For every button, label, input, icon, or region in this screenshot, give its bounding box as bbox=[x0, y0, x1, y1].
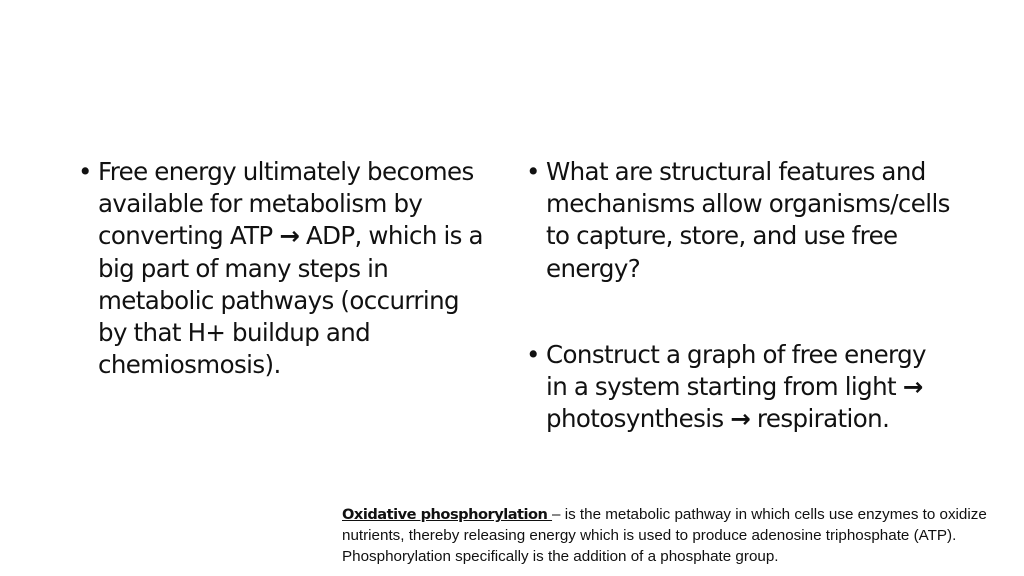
definition-footnote bbox=[342, 504, 1002, 567]
bullet-text: What are structural features and mechanisms allow organisms/cells to capture, store, and use free energy? bbox=[546, 157, 950, 283]
right-arrow-icon: → bbox=[902, 372, 923, 402]
bullet-construct-graph bbox=[522, 339, 952, 436]
bullet-structural-features bbox=[522, 156, 952, 285]
bullet-text: ADP, which is a big part of many steps in metabolic pathways (occurring by that H+ buildup and chemiosmosis). bbox=[98, 221, 483, 380]
right-arrow-icon: → bbox=[279, 221, 300, 251]
left-bullet-list bbox=[74, 156, 494, 381]
definition-term: Oxidative phosphorylation bbox=[342, 506, 553, 523]
right-arrow-icon: → bbox=[730, 404, 751, 434]
bullet-text: photosynthesis bbox=[546, 404, 731, 434]
bullet-text: respiration. bbox=[750, 404, 890, 434]
bullet-text: Free energy ultimately becomes available for metabolism by converting ATP bbox=[98, 157, 474, 251]
right-bullet-list bbox=[522, 156, 952, 435]
bullet-text: Construct a graph of free energy in a system starting from light bbox=[546, 339, 926, 402]
bullet-free-energy bbox=[74, 156, 494, 381]
definition-text: – is the metabolic pathway in which cells use enzymes to oxidize nutrients, thereby releasing energy which is used to produce adenosine triphosphate (ATP). Phosphorylation specifically is the addition of a phosphate group. bbox=[342, 506, 987, 565]
